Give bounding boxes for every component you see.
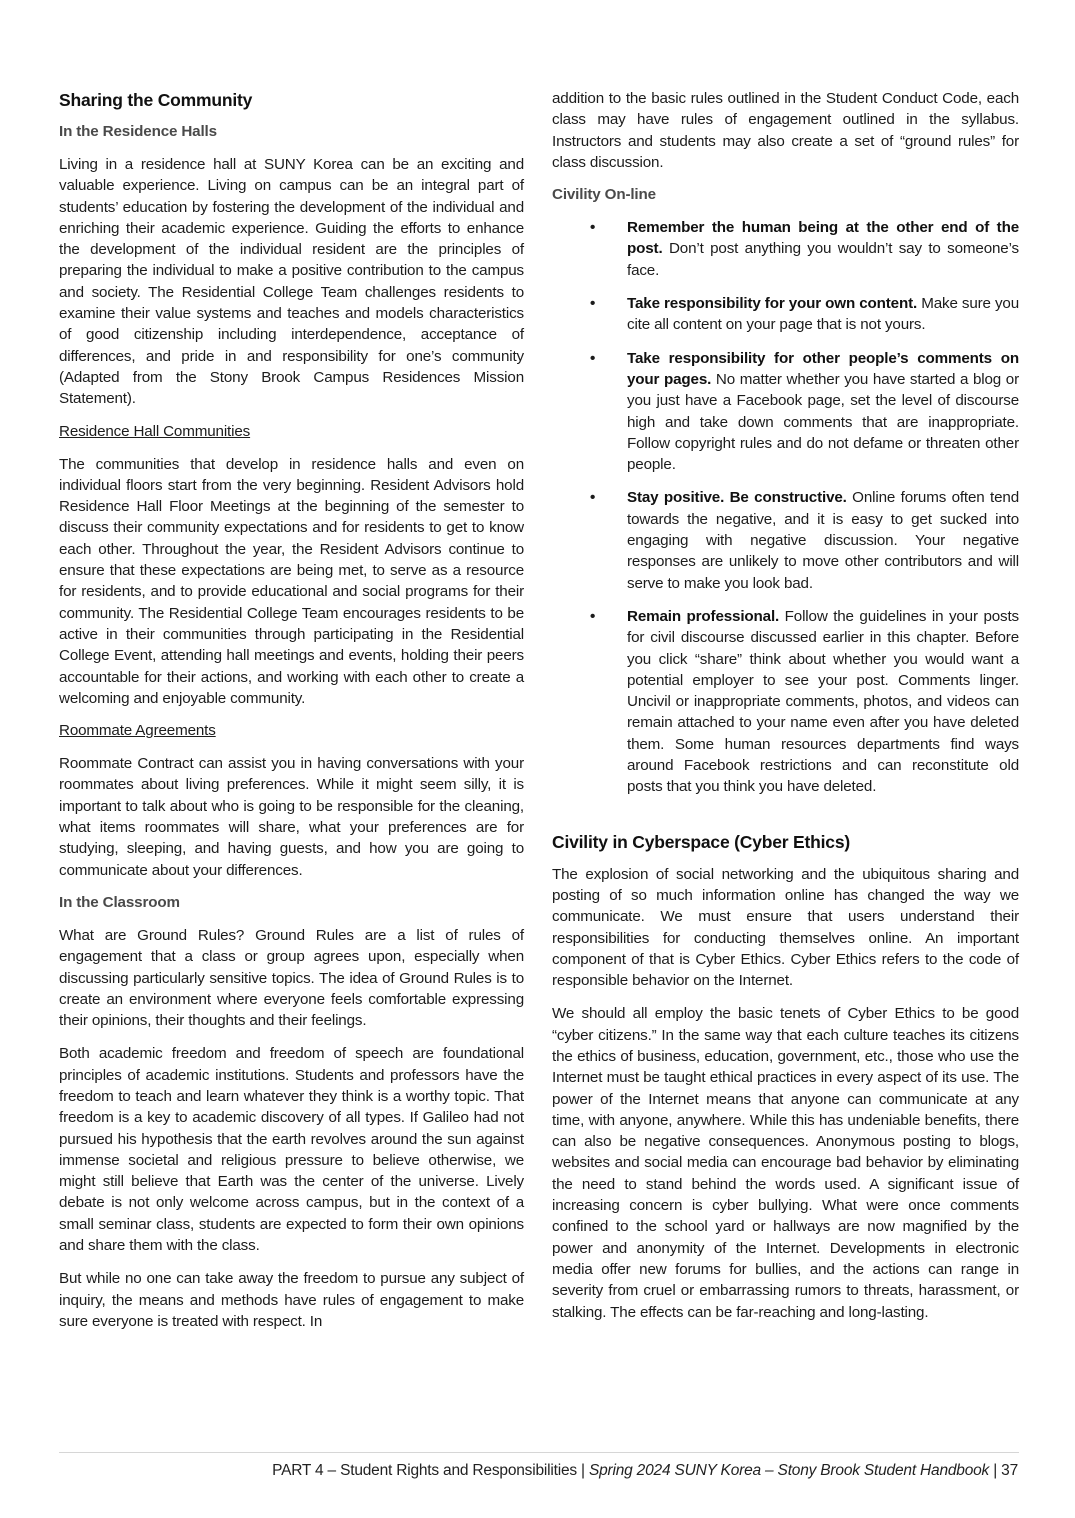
- subheading-roommate-agreements: Roommate Agreements: [59, 722, 216, 740]
- bullet-icon: •: [590, 489, 596, 507]
- footer-divider: [59, 1452, 1019, 1453]
- bullet-lead: Remain professional.: [627, 607, 780, 625]
- section-title-sharing-community: Sharing the Community: [59, 90, 253, 110]
- list-item: [552, 217, 1019, 281]
- bullet-lead: Take responsibility for your own content.: [627, 295, 918, 313]
- bullet-icon: •: [590, 295, 596, 313]
- bullet-lead: Remember the human being at the other end of the post.: [627, 219, 1019, 258]
- bullet-text: Don’t post anything you wouldn’t say to someone’s face.: [627, 240, 1019, 279]
- civility-online-list: [552, 217, 1019, 797]
- bullet-lead: Take responsibility for other people’s comments on your pages.: [627, 349, 1019, 388]
- bullet-text: Online forums often tend towards the negative, and it is easy to get sucked into engaging with negative discussion. Your negative responses are unlikely to move other contributors and will serve to make you look bad.: [627, 489, 1019, 592]
- subheading-hall-communities: Residence Hall Communities: [59, 422, 251, 440]
- list-item: [552, 348, 1019, 476]
- left-column: [59, 88, 524, 1344]
- subheading-classroom: In the Classroom: [59, 893, 180, 911]
- paragraph-roommate-agreements: Roommate Contract can assist you in having conversations with your roommates about living preferences. While it might seem silly, it is important to talk about who is going to be responsible for the cleaning, what items roommates will share, what your preferences are for studying, sleeping, and having guests, and how you are going to communicate about your differences.: [59, 755, 524, 879]
- bullet-lead: Stay positive. Be constructive.: [627, 489, 847, 507]
- footer-separator: |: [576, 1462, 589, 1479]
- footer-handbook-title: Spring 2024 SUNY Korea – Stony Brook Student Handbook: [588, 1462, 990, 1479]
- section-title-cyber-ethics: Civility in Cyberspace (Cyber Ethics): [552, 831, 850, 852]
- page-footer: [272, 1461, 1018, 1481]
- paragraph-cyber-citizens: We should all employ the basic tenets of Cyber Ethics to be good “cyber citizens.” In the same way that each culture teaches its citizens the ethics of business, education, government, etc., those who use the Internet must be taught ethical practices in every aspect of its use. The power of the Internet means that anyone can communicate at any time, with anyone, anywhere. While this has undeniable benefits, there can also be negative consequences. Anonymous posting to blogs, websites and social media can encourage bad behavior by eliminating the need to stand behind the words used. A significant issue of increasing concern is cyber bullying. What were once comments confined to the school yard or hallways are now magnified by the power and anonymity of the Internet. Developments in electronic media offer new forums for bullies, and the actions can range in severity from cruel or embarrassing rumors to threats, harassment, or stalking. The effects can be far-reaching and long-lasting.: [552, 1005, 1019, 1321]
- paragraph-continued: addition to the basic rules outlined in the Student Conduct Code, each class may have rules of engagement outlined in the syllabus. Instructors and students may also create a set of “ground rules” for class discussion.: [552, 90, 1019, 171]
- bullet-icon: •: [590, 607, 596, 625]
- bullet-text: Follow the guidelines in your posts for civil discourse discussed earlier in this chapter. Before you click “share” think about whether you would want a potential employer to see your post. Comments linger. Uncivil or inappropriate comments, photos, and videos can remain attached to your name even after you have deleted them. Some human resources departments find ways around Facebook restrictions and can reconstitute old posts that you think you have deleted.: [627, 607, 1019, 796]
- subheading-civility-online: Civility On-line: [552, 186, 656, 204]
- paragraph-residence-halls: Living in a residence hall at SUNY Korea can be an exciting and valuable experience. Living on campus can be an integral part of students’ education by fostering the development of the individual and enriching their academic experience. Guiding the efforts to enhance the development of the individual resident are the principles of preparing the individual to make a positive contribution to the campus and society. The Residential College Team challenges residents to examine their value systems and teaches and models characteristics of good citizenship including interdependence, acceptance of differences, and pride in and responsibility for one’s community (Adapted from the Stony Brook Campus Residences Mission Statement).: [59, 156, 524, 408]
- footer-separator: |: [989, 1462, 1002, 1479]
- paragraph-rules-of-engagement: But while no one can take away the freedom to pursue any subject of inquiry, the means and methods have rules of engagement to make sure everyone is treated with respect. In: [59, 1270, 524, 1330]
- list-item: [552, 606, 1019, 798]
- paragraph-ground-rules: What are Ground Rules? Ground Rules are a list of rules of engagement that a class or group agrees upon, especially when discussing particularly sensitive topics. The idea of Ground Rules is to create an environment where everyone feels comfortable expressing their opinions, their thoughts and their feelings.: [59, 926, 524, 1030]
- right-column: [552, 88, 1019, 1335]
- bullet-icon: •: [590, 349, 596, 367]
- bullet-text: Make sure you cite all content on your page that is not yours.: [627, 295, 1019, 334]
- list-item: [552, 487, 1019, 593]
- bullet-text: No matter whether you have started a blog or you just have a Facebook page, set the level of discourse high and take down comments that are inappropriate. Follow copyright rules and do not defame or threaten other people.: [627, 370, 1019, 474]
- subheading-residence-halls: In the Residence Halls: [59, 123, 217, 140]
- bullet-icon: •: [590, 219, 596, 237]
- paragraph-hall-communities: The communities that develop in residence halls and even on individual floors start from the very beginning. Resident Advisors hold Residence Hall Floor Meetings at the beginning of the semester to discuss their community expectations and for residents to get to know each other. Throughout the year, the Resident Advisors continue to ensure that these expectations are being met, to serve as a resource for residents, and to provide educational and social programs for their community. The Residential College Team encourages residents to be active in their communities through participating in the Residential College Event, attending hall meetings and events, holding their peers accountable for their actions, and working with each other to create a welcoming and enjoyable community.: [59, 455, 524, 707]
- page-number: 37: [1001, 1462, 1018, 1479]
- section-spacer: [552, 810, 1019, 830]
- paragraph-academic-freedom: Both academic freedom and freedom of speech are foundational principles of academic institutions. Students and professors have the freedom to teach and learn whatever they think is a worthy topic. That freedom is a key to academic discovery of all types. If Galileo had not pursued his hypothesis that the earth revolves around the sun against immense societal and religious pressure to believe otherwise, we might still believe that Earth was the center of the universe. Lively debate is not only welcome across campus, but in the context of a small seminar class, students are expected to form their own opinions and share them with the class.: [59, 1045, 524, 1255]
- footer-part-label: PART 4 – Student Rights and Responsibilities: [272, 1462, 577, 1479]
- paragraph-cyber-ethics-intro: The explosion of social networking and the ubiquitous sharing and posting of so much information online has changed the way we communicate. We must ensure that users understand their responsibilities for conducting themselves online. An important component of that is Cyber Ethics. Cyber Ethics refers to the code of responsible behavior on the Internet.: [552, 865, 1019, 990]
- list-item: [552, 293, 1019, 336]
